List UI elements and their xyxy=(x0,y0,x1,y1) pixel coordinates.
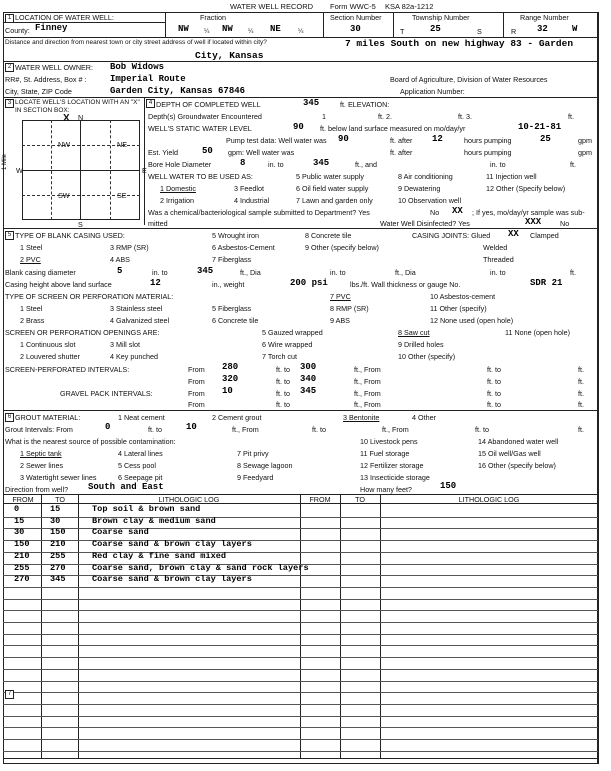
perf2-to: 340 xyxy=(300,374,317,384)
bore-in-to: in. to xyxy=(268,160,284,169)
screen-fiberglass[interactable]: 5 Fiberglass xyxy=(212,304,252,313)
range-label: Range Number xyxy=(520,13,569,22)
locate-ne: NE xyxy=(117,140,127,149)
perf1-from: 280 xyxy=(222,362,239,372)
distance-label: Distance and direction from nearest town or city street address of well if located within city? xyxy=(5,39,267,46)
range-r: R xyxy=(511,27,517,36)
grout-from: 0 xyxy=(105,422,111,432)
casing-dia-rest: ft., Dia xyxy=(240,268,261,277)
perf2-from-label: From xyxy=(188,377,205,386)
perf2-ft-to-2: ft. to xyxy=(487,377,501,386)
casing-concrete[interactable]: 8 Concrete tile xyxy=(305,231,352,240)
open-wire[interactable]: 6 Wire wrapped xyxy=(262,340,313,349)
county-value: Finney xyxy=(35,23,68,33)
groundwater-label: Depth(s) Groundwater Encountered xyxy=(148,112,262,121)
county-label: County: xyxy=(5,26,30,35)
township-s: S xyxy=(477,27,482,36)
open-key[interactable]: 4 Key punched xyxy=(110,352,158,361)
openings-label: SCREEN OR PERFORATION OPENINGS ARE: xyxy=(5,328,160,337)
casing-dia-in-to-3: in. to xyxy=(490,268,506,277)
locate-w: W xyxy=(16,166,23,175)
use-observation[interactable]: 10 Observation well xyxy=(398,196,462,205)
quarter-1: ¼ xyxy=(204,28,210,35)
locate-se: SE xyxy=(117,191,127,200)
yield-value: 50 xyxy=(202,146,213,156)
section-number-label: Section Number xyxy=(330,13,382,22)
pump-hours: 12 xyxy=(432,134,443,144)
log-to-header: TO xyxy=(55,495,65,504)
range-value: 32 xyxy=(537,24,548,34)
use-oil[interactable]: 6 Oil field water supply xyxy=(296,184,369,193)
use-industrial[interactable]: 4 Industrial xyxy=(234,196,270,205)
log-row-line xyxy=(3,716,598,717)
screen-pvc[interactable]: 7 PVC xyxy=(330,292,351,301)
owner-label: WATER WELL OWNER: xyxy=(15,63,93,72)
log-row-line xyxy=(3,657,598,658)
log-row-line xyxy=(3,727,598,728)
bore-value: 8 xyxy=(240,158,246,168)
locate-e: E xyxy=(142,166,147,175)
log-from-header-2: FROM xyxy=(309,495,331,504)
locate-s: S xyxy=(78,220,83,229)
log-row-desc: Coarse sand, brown clay & sand rock layers xyxy=(92,562,309,573)
pump-ft: 90 xyxy=(338,134,349,144)
joints-welded[interactable]: Welded xyxy=(483,243,508,252)
quarter-3: ¼ xyxy=(298,28,304,35)
grout-rest-1: ft., From xyxy=(232,425,259,434)
groundwater-1: 1 xyxy=(322,112,326,121)
casing-steel[interactable]: 1 Steel xyxy=(20,243,43,252)
screen-label: TYPE OF SCREEN OR PERFORATION MATERIAL: xyxy=(5,292,174,301)
grout-rest-4: ft. to xyxy=(475,425,489,434)
log-row-from: 0 xyxy=(14,504,20,514)
gravel-to: 345 xyxy=(300,386,317,396)
log-row-to: 15 xyxy=(50,504,61,514)
height-value: 12 xyxy=(150,278,161,288)
casing-rmp[interactable]: 3 RMP (SR) xyxy=(110,243,149,252)
log-row-from: 30 xyxy=(14,527,25,538)
casing-pvc[interactable]: 2 PVC xyxy=(20,255,41,264)
contam-watertight[interactable]: 3 Watertight sewer lines xyxy=(20,473,97,482)
use-irrigation[interactable]: 2 Irrigation xyxy=(160,196,194,205)
log-row-line xyxy=(3,669,598,670)
log-row-line xyxy=(3,622,598,623)
perf2-ft: ft. xyxy=(578,377,584,386)
section-3-number: 3 xyxy=(5,99,14,108)
howmany-label: How many feet? xyxy=(360,485,412,494)
casing-diam-in-to: in. to xyxy=(152,268,168,277)
joints-clamped[interactable]: Clamped xyxy=(530,231,559,240)
section-7-number: 7 xyxy=(5,690,14,699)
pump-label: Pump test data: Well water was xyxy=(226,136,327,145)
perf1-ft-from: ft., From xyxy=(354,365,381,374)
log-row-line xyxy=(3,751,598,752)
yield-gpm-unit: gpm xyxy=(578,148,592,157)
log-row-desc: Brown clay & medium sand xyxy=(92,515,216,526)
open-louvered[interactable]: 2 Louvered shutter xyxy=(20,352,80,361)
contam-pit[interactable]: 7 Pit privy xyxy=(237,449,269,458)
locate-nw: NW xyxy=(58,140,70,149)
joints-x: XX xyxy=(508,229,519,239)
screen-concrete[interactable]: 6 Concrete tile xyxy=(212,316,259,325)
locate-sw: SW xyxy=(58,191,70,200)
log-from-header: FROM xyxy=(12,495,34,504)
fraction-2: NW xyxy=(222,24,233,34)
casing-dia-in-to-2: in. to xyxy=(330,268,346,277)
perf1-ft: ft. xyxy=(578,365,584,374)
log-row-to: 210 xyxy=(50,539,66,550)
contam-feedyard[interactable]: 9 Feedyard xyxy=(237,473,274,482)
use-label: WELL WATER TO BE USED AS: xyxy=(148,172,253,181)
section-4-number: 4 xyxy=(146,99,155,108)
perf2-ft-from: ft., From xyxy=(354,377,381,386)
perf1-from-label: From xyxy=(188,365,205,374)
howmany-value: 150 xyxy=(440,481,457,491)
log-to-header-2: TO xyxy=(355,495,365,504)
ksa-number: KSA 82a-1212 xyxy=(385,2,434,11)
screen-other[interactable]: 11 Other (specify) xyxy=(430,304,487,313)
contam-livestock[interactable]: 10 Livestock pens xyxy=(360,437,418,446)
log-row-from: 210 xyxy=(14,550,30,561)
chem-rest: ; If yes, mo/day/yr sample was sub- xyxy=(472,208,585,217)
log-row-desc: Top soil & brown sand xyxy=(92,504,201,514)
range-direction: W xyxy=(572,24,578,34)
log-row-to: 255 xyxy=(50,550,66,561)
use-feedlot[interactable]: 3 Feedlot xyxy=(234,184,264,193)
depth-label: DEPTH OF COMPLETED WELL xyxy=(156,100,261,109)
owner-name: Bob Widows xyxy=(110,62,165,72)
locate-label: LOCATE WELL'S LOCATION WITH AN "X" IN SECTION BOX: xyxy=(15,99,140,114)
contam-lagoon[interactable]: 8 Sewage lagoon xyxy=(237,461,293,470)
open-torch[interactable]: 7 Torch cut xyxy=(262,352,298,361)
static-value: 90 xyxy=(293,122,304,132)
bore-label: Bore Hole Diameter xyxy=(148,160,212,169)
direction-label: Direction from well? xyxy=(5,485,69,494)
contam-fertilizer[interactable]: 12 Fertilizer storage xyxy=(360,461,424,470)
log-row-line xyxy=(3,587,598,588)
log-row-to: 270 xyxy=(50,562,66,573)
chem-no: No xyxy=(430,208,440,217)
owner-city: Garden City, Kansas 67846 xyxy=(110,86,246,96)
gravel-ft-to: ft. to xyxy=(276,389,290,398)
gravel-label: GRAVEL PACK INTERVALS: xyxy=(60,389,153,398)
grout-other[interactable]: 4 Other xyxy=(412,413,436,422)
gravel-ft-to-2: ft. to xyxy=(487,389,501,398)
perf-label: SCREEN-PERFORATED INTERVALS: xyxy=(5,365,130,374)
use-air[interactable]: 8 Air conditioning xyxy=(398,172,453,181)
fraction-1: NW xyxy=(178,24,189,34)
open-mill[interactable]: 3 Mill slot xyxy=(110,340,140,349)
perf1-ft-to: ft. to xyxy=(276,365,290,374)
disinfected-no: No xyxy=(560,219,570,228)
contam-other[interactable]: 16 Other (specify below) xyxy=(478,461,556,470)
gravel2-ft-to-2: ft. to xyxy=(487,400,501,409)
owner-address: Imperial Route xyxy=(110,74,186,84)
log-row-desc: Coarse sand xyxy=(92,527,149,538)
gravel-ft: ft. xyxy=(578,389,584,398)
screen-none[interactable]: 12 None used (open hole) xyxy=(430,316,514,325)
yield-after: ft. after xyxy=(390,148,413,157)
log-row-line xyxy=(3,704,598,705)
gravel2-ft-to: ft. to xyxy=(276,400,290,409)
chem-label: Was a chemical/bacteriological sample submitted to Department? Yes xyxy=(148,208,370,217)
casing-other[interactable]: 9 Other (specify below) xyxy=(305,243,379,252)
open-drilled[interactable]: 9 Drilled holes xyxy=(398,340,444,349)
contam-seepage[interactable]: 6 Seepage pit xyxy=(118,473,163,482)
static-mid: ft. below land surface measured on mo/day/yr xyxy=(320,124,466,133)
casing-diam: 5 xyxy=(117,266,123,276)
grout-rest-2: ft. to xyxy=(312,425,326,434)
contam-oil[interactable]: 15 Oil well/Gas well xyxy=(478,449,541,458)
fraction-label: Fraction xyxy=(200,13,226,22)
screen-brass[interactable]: 2 Brass xyxy=(20,316,45,325)
application-label: Application Number: xyxy=(400,87,465,96)
log-row-to: 30 xyxy=(50,515,61,526)
joints-label: CASING JOINTS: Glued xyxy=(412,231,491,240)
pump-after: ft. after xyxy=(390,136,413,145)
distance-line-2: City, Kansas xyxy=(195,50,264,61)
board-label: Board of Agriculture, Division of Water Resources xyxy=(390,75,548,84)
screen-stainless[interactable]: 3 Stainless steel xyxy=(110,304,163,313)
casing-abs[interactable]: 4 ABS xyxy=(110,255,130,264)
log-litho-header-2: LITHOLOGIC LOG xyxy=(458,495,520,504)
perf1-ft-to-2: ft. to xyxy=(487,365,501,374)
casing-dia-ft-dia: ft., Dia xyxy=(395,268,416,277)
township-value: 25 xyxy=(430,24,441,34)
gravel-ft-from: ft., From xyxy=(354,389,381,398)
bore-to: 345 xyxy=(313,158,330,168)
township-label: Township Number xyxy=(412,13,470,22)
contam-sewer[interactable]: 2 Sewer lines xyxy=(20,461,64,470)
locate-n: N xyxy=(78,113,84,122)
locate-x-mark: X xyxy=(63,113,70,124)
section-1-number: 1 xyxy=(5,14,14,23)
grout-cement[interactable]: 2 Cement grout xyxy=(212,413,262,422)
grout-label: GROUT MATERIAL: xyxy=(15,413,81,422)
contam-insecticide[interactable]: 13 Insecticide storage xyxy=(360,473,430,482)
section-2-number: 2 xyxy=(5,63,14,72)
grout-to: 10 xyxy=(186,422,197,432)
section-5-number: 5 xyxy=(5,231,14,240)
log-row-desc: Red clay & fine sand mixed xyxy=(92,550,227,561)
casing-wrought[interactable]: 5 Wrought iron xyxy=(212,231,260,240)
contam-fuel[interactable]: 11 Fuel storage xyxy=(360,449,410,458)
height-in: in., weight xyxy=(212,280,245,289)
gravel2-from-label: From xyxy=(188,400,205,409)
bore-ft: ft. xyxy=(570,160,576,169)
chem-mitted: mitted xyxy=(148,219,168,228)
perf2-from: 320 xyxy=(222,374,239,384)
grout-bentonite[interactable]: 3 Bentonite xyxy=(343,413,380,422)
use-other[interactable]: 12 Other (Specify below) xyxy=(486,184,566,193)
contam-abandoned[interactable]: 14 Abandoned water well xyxy=(478,437,559,446)
section-number-value: 30 xyxy=(350,24,361,34)
locate-mile-left: 1 Mile xyxy=(2,153,8,170)
section-6-number: 6 xyxy=(5,413,14,422)
weight-rest: lbs./ft. Wall thickness or gauge No. xyxy=(350,280,461,289)
casing-diam-to: 345 xyxy=(197,266,214,276)
grout-neat[interactable]: 1 Neat cement xyxy=(118,413,165,422)
joints-threaded[interactable]: Threaded xyxy=(483,255,514,264)
static-label: WELL'S STATIC WATER LEVEL xyxy=(148,124,252,133)
quarter-2: ¼ xyxy=(248,28,254,35)
gauge-value: SDR 21 xyxy=(530,278,563,288)
groundwater-end: ft. xyxy=(568,112,574,121)
owner-address-label: RR#, St. Address, Box # : xyxy=(5,75,87,84)
casing-asbestos[interactable]: 6 Asbestos-Cement xyxy=(212,243,275,252)
log-row-line xyxy=(3,634,598,635)
gravel2-ft: ft. xyxy=(578,400,584,409)
groundwater-2: ft. 2. xyxy=(378,112,392,121)
log-row-from: 150 xyxy=(14,539,30,550)
log-row-line xyxy=(3,681,598,682)
perf1-to: 300 xyxy=(300,362,317,372)
open-saw[interactable]: 8 Saw cut xyxy=(398,328,430,337)
contam-septic[interactable]: 1 Septic tank xyxy=(20,449,62,458)
open-gauzed[interactable]: 5 Gauzed wrapped xyxy=(262,328,323,337)
log-row-from: 255 xyxy=(14,562,30,573)
casing-label: TYPE OF BLANK CASING USED: xyxy=(15,231,125,240)
log-row-desc: Coarse sand & brown clay layers xyxy=(92,574,252,585)
contam-label: What is the nearest source of possible contamination: xyxy=(5,437,176,446)
perf2-ft-to: ft. to xyxy=(276,377,290,386)
yield-hours: hours pumping xyxy=(464,148,512,157)
log-row-from: 270 xyxy=(14,574,30,585)
log-row-desc: Coarse sand & brown clay layers xyxy=(92,539,252,550)
grout-ft-to: ft. to xyxy=(148,425,162,434)
screen-abs[interactable]: 9 ABS xyxy=(330,316,350,325)
log-row-line xyxy=(3,739,598,740)
casing-diam-label: Blank casing diameter xyxy=(5,268,76,277)
use-domestic[interactable]: 1 Domestic xyxy=(160,184,196,193)
form-title: WATER WELL RECORD xyxy=(230,2,314,11)
chem-x: XX xyxy=(452,206,463,216)
log-row-to: 150 xyxy=(50,527,66,538)
bore-ft-and: ft., and xyxy=(355,160,377,169)
log-row-to: 345 xyxy=(50,574,66,585)
open-other[interactable]: 10 Other (specify) xyxy=(398,352,456,361)
log-row-line xyxy=(3,599,598,600)
use-public[interactable]: 5 Public water supply xyxy=(296,172,364,181)
contam-cess[interactable]: 5 Cess pool xyxy=(118,461,156,470)
distance-line-1: 7 miles South on new highway 83 - Garden xyxy=(345,38,574,49)
use-lawn[interactable]: 7 Lawn and garden only xyxy=(296,196,373,205)
gravel-from-label: From xyxy=(188,389,205,398)
groundwater-3: ft. 3. xyxy=(458,112,472,121)
bore-in-to-2: in. to xyxy=(490,160,506,169)
pump-hours-label: hours pumping xyxy=(464,136,512,145)
casing-fiberglass[interactable]: 7 Fiberglass xyxy=(212,255,252,264)
height-label: Casing height above land surface xyxy=(5,280,112,289)
depth-value: 345 xyxy=(303,98,320,108)
open-none[interactable]: 11 None (open hole) xyxy=(505,328,570,337)
direction-value: South and East xyxy=(88,482,164,492)
log-row-line xyxy=(3,645,598,646)
use-injection[interactable]: 11 Injection well xyxy=(486,172,537,181)
grout-rest-5: ft. xyxy=(578,425,584,434)
screen-rmp[interactable]: 8 RMP (SR) xyxy=(330,304,369,313)
gravel-from: 10 xyxy=(222,386,233,396)
log-row-from: 15 xyxy=(14,515,25,526)
log-litho-header: LITHOLOGIC LOG xyxy=(158,495,220,504)
disinfected-x: XXX xyxy=(525,217,542,227)
depth-elevation: ft. ELEVATION: xyxy=(340,100,390,109)
static-date: 10-21-81 xyxy=(518,122,562,132)
grout-rest-3: ft., From xyxy=(382,425,409,434)
form-number: Form WWC-5 xyxy=(330,2,376,11)
open-continuous[interactable]: 1 Continuous slot xyxy=(20,340,76,349)
yield-gpm: gpm: Well water was xyxy=(228,148,295,157)
screen-galvanized[interactable]: 4 Galvanized steel xyxy=(110,316,170,325)
township-t: T xyxy=(400,27,405,36)
pump-gpm-unit: gpm xyxy=(578,136,592,145)
casing-dia-ft: ft. xyxy=(570,268,576,277)
owner-city-label: City, State, ZIP Code xyxy=(5,87,72,96)
disinfected-label: Water Well Disinfected? Yes xyxy=(380,219,470,228)
grout-intervals-label: Grout Intervals: From xyxy=(5,425,73,434)
pump-gpm: 25 xyxy=(540,134,551,144)
log-row-line xyxy=(3,610,598,611)
screen-steel[interactable]: 1 Steel xyxy=(20,304,43,313)
contam-lateral[interactable]: 4 Lateral lines xyxy=(118,449,163,458)
gravel2-ft-from: ft., From xyxy=(354,400,381,409)
yield-label: Est. Yield xyxy=(148,148,178,157)
location-label: LOCATION OF WATER WELL: xyxy=(15,13,114,22)
use-dewatering[interactable]: 9 Dewatering xyxy=(398,184,441,193)
weight-value: 200 psi xyxy=(290,278,328,288)
fraction-3: NE xyxy=(270,24,281,34)
log-row-line xyxy=(3,692,598,693)
screen-asbestos[interactable]: 10 Asbestos-cement xyxy=(430,292,496,301)
